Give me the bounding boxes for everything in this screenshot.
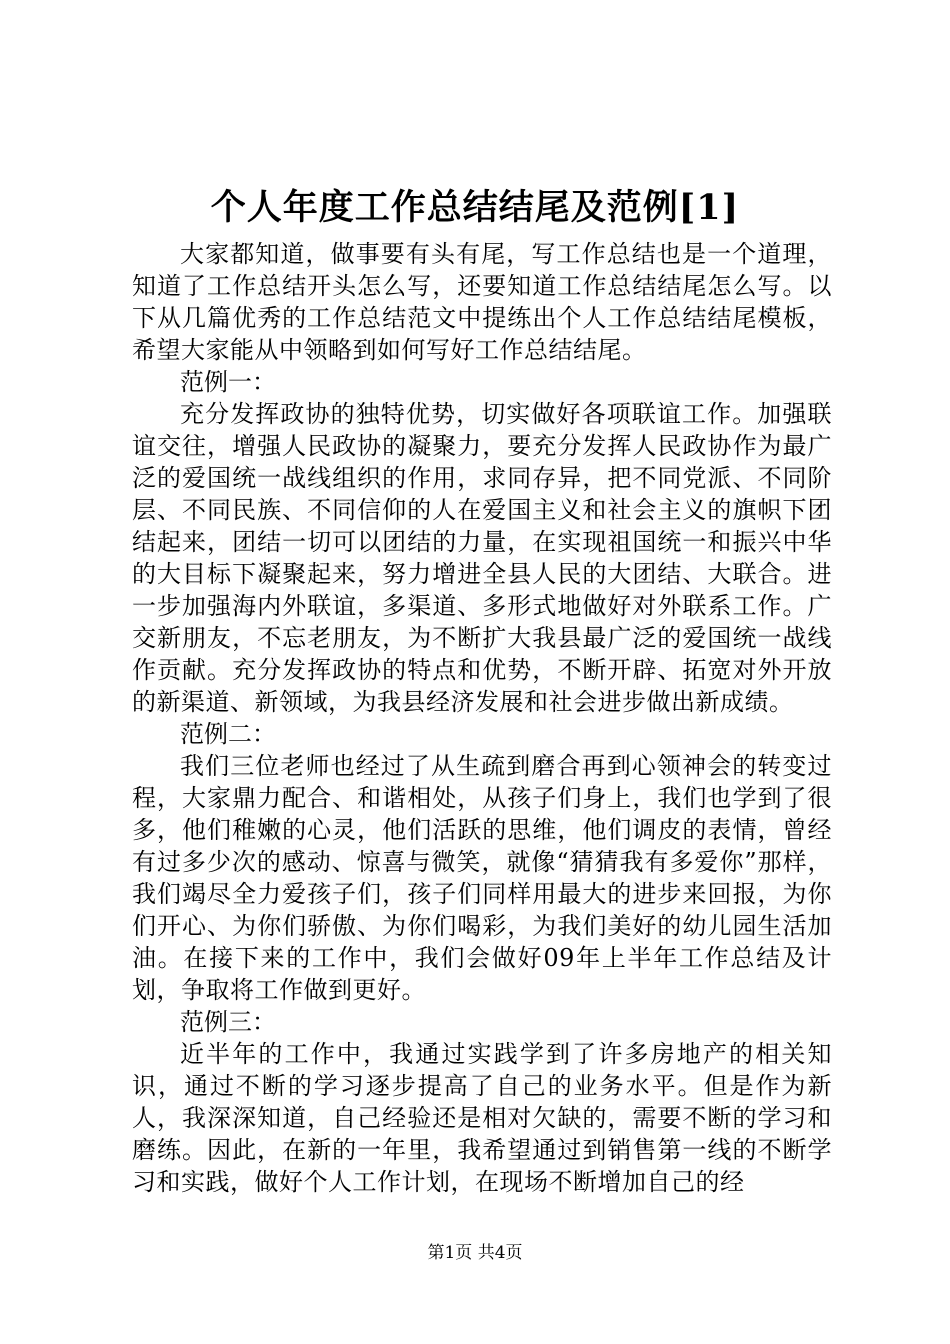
- example-3-heading: 范例三：: [180, 1008, 276, 1036]
- example-3-paragraph: 近半年的工作中，我通过实践学到了许多房地产的相关知识，通过不断的学习逐步提高了自己的业务水平。但是作为新人，我深深知道，自己经验还是相对欠缺的，需要不断的学习和磨练。因此，在新的一年里，我希望通过到销售第一线的不断学习和实践，做好个人工作计划，在现场不断增加自己的经: [132, 1040, 832, 1196]
- page-footer: 第1页 共4页: [427, 1243, 523, 1263]
- document-body: [132, 238, 832, 1198]
- example-2-paragraph: 我们三位老师也经过了从生疏到磨合再到心领神会的转变过程，大家鼎力配合、和谐相处，从孩子们身上，我们也学到了很多，他们稚嫩的心灵，他们活跃的思维，他们调皮的表情，曾经有过多少次的感动、惊喜与微笑，就像“猜猜我有多爱你”那样，我们竭尽全力爱孩子们，孩子们同样用最大的进步来回报，为你们开心、为你们骄傲、为你们喝彩，为我们美好的幼儿园生活加油。在接下来的工作中，我们会做好09年上半年工作总结及计划，争取将工作做到更好。: [132, 752, 832, 1004]
- intro-paragraph: 大家都知道，做事要有头有尾，写工作总结也是一个道理，知道了工作总结开头怎么写，还要知道工作总结结尾怎么写。以下从几篇优秀的工作总结范文中提练出个人工作总结结尾模板，希望大家能从中领略到如何写好工作总结结尾。: [132, 240, 832, 364]
- example-2-heading: 范例二：: [180, 720, 276, 748]
- example-1-paragraph: 充分发挥政协的独特优势，切实做好各项联谊工作。加强联谊交往，增强人民政协的凝聚力，要充分发挥人民政协作为最广泛的爱国统一战线组织的作用，求同存异，把不同党派、不同阶层、不同民族、不同信仰的人在爱国主义和社会主义的旗帜下团结起来，团结一切可以团结的力量，在实现祖国统一和振兴中华的大目标下凝聚起来，努力增进全县人民的大团结、大联合。进一步加强海内外联谊，多渠道、多形式地做好对外联系工作。广交新朋友，不忘老朋友，为不断扩大我县最广泛的爱国统一战线作贡献。充分发挥政协的特点和优势，不断开辟、拓宽对外开放的新渠道、新领域，为我县经济发展和社会进步做出新成绩。: [132, 400, 832, 716]
- example-1-heading: 范例一：: [180, 368, 276, 396]
- document-title: 个人年度工作总结结尾及范例[1]: [210, 187, 740, 228]
